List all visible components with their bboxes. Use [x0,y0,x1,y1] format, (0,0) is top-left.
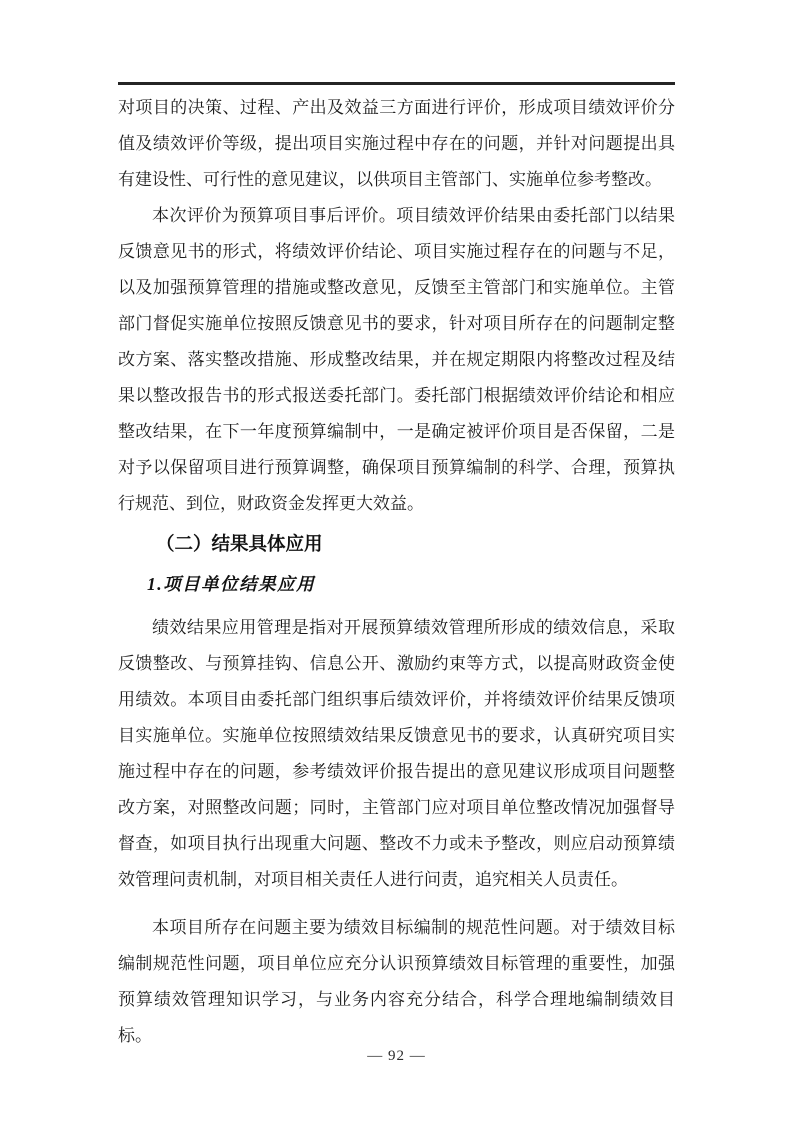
subsection-heading-project-unit: 1.项目单位结果应用 [147,574,316,594]
section-heading-result-application: （二）结果具体应用 [156,533,323,554]
header-rule [118,82,675,85]
paragraph-result-application: 绩效结果应用管理是指对开展预算绩效管理所形成的绩效信息，采取反馈整改、与预算挂钩、信息公开、激励约束等方式，以提高财政资金使用绩效。本项目由委托部门组织事后绩效评价，并将绩效评价结果反馈项目实施单位。实施单位按照绩效结果反馈意见书的要求，认真研究项目实施过程中存在的问题，参考绩效评价报告提出的意见建议形成项目问题整改方案，对照整改问题；同时，主管部门应对项目单位整改情况加强督导督查，如项目执行出现重大问题、整改不力或未予整改，则应启动预算绩效管理问责机制，对项目相关责任人进行问责，追究相关人员责任。 [118,618,675,889]
document-body [118,90,675,1054]
paragraph-continuation: 对项目的决策、过程、产出及效益三方面进行评价，形成项目绩效评价分值及绩效评价等级，提出项目实施过程中存在的问题，并针对问题提出具有建设性、可行性的意见建议，以供项目主管部门、实施单位参考整改。 [118,98,675,189]
paragraph-problem-rectification: 本项目所存在问题主要为绩效目标编制的规范性问题。对于绩效目标编制规范性问题，项目单位应充分认识预算绩效目标管理的重要性，加强预算绩效管理知识学习，与业务内容充分结合，科学合理地编制绩效目标。 [118,918,675,1045]
page-number: — 92 — [367,1048,426,1064]
paragraph-evaluation-process: 本次评价为预算项目事后评价。项目绩效评价结果由委托部门以结果反馈意见书的形式，将绩效评价结论、项目实施过程存在的问题与不足，以及加强预算管理的措施或整改意见，反馈至主管部门和实施单位。主管部门督促实施单位按照反馈意见书的要求，针对项目所存在的问题制定整改方案、落实整改措施、形成整改结果，并在规定期限内将整改过程及结果以整改报告书的形式报送委托部门。委托部门根据绩效评价结论和相应整改结果，在下一年度预算编制中，一是确定被评价项目是否保留，二是对予以保留项目进行预算调整，确保项目预算编制的科学、合理，预算执行规范、到位，财政资金发挥更大效益。 [118,206,675,513]
